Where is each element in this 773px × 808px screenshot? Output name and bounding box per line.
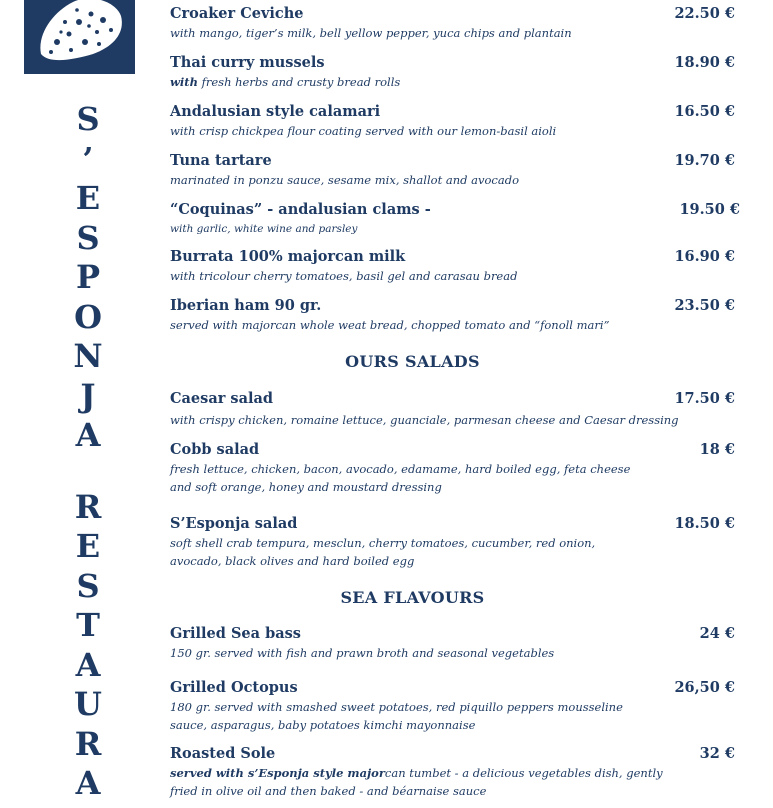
dish-name: S’Esponja salad xyxy=(170,515,298,532)
dish-price: 16.90 € xyxy=(674,248,735,265)
dish-description: soft shell crab tempura, mesclun, cherry tomatoes, cucumber, red onion, avocado, black olives and hard boiled egg xyxy=(170,536,596,568)
brand-letter: S xyxy=(76,566,100,605)
menu-item xyxy=(170,679,745,734)
menu-item xyxy=(170,103,745,140)
dish-name: Croaker Ceviche xyxy=(170,5,304,22)
brand-letter: S xyxy=(76,218,100,257)
dish-name: Andalusian style calamari xyxy=(170,103,381,120)
brand-letter: U xyxy=(74,685,102,723)
dish-description-bold: served with s’Esponja style major xyxy=(170,766,385,780)
dish-price: 18 € xyxy=(699,441,735,458)
dish-description: with tricolour cherry tomatoes, basil gel and carasau bread xyxy=(170,269,518,283)
dish-name: Iberian ham 90 gr. xyxy=(170,297,322,314)
brand-letter: N xyxy=(73,337,103,375)
dish-price: 24 € xyxy=(699,625,735,642)
section-title-salads: OURS SALADS xyxy=(345,352,480,371)
dish-price: 23.50 € xyxy=(674,297,735,314)
brand-letter: A xyxy=(75,416,101,454)
dish-price: 18.90 € xyxy=(674,54,735,71)
dish-name: Roasted Sole xyxy=(170,745,276,762)
brand-letter: R xyxy=(74,724,102,763)
brand-letter: E xyxy=(75,179,101,217)
menu-item xyxy=(170,248,745,285)
dish-price: 19.70 € xyxy=(674,152,735,169)
dish-description: with crisp chickpea flour coating served with our lemon-basil aioli xyxy=(170,124,557,138)
brand-letter: A xyxy=(75,645,101,684)
menu-item xyxy=(170,54,745,91)
brand-letter: T xyxy=(76,606,100,644)
sponge-icon xyxy=(24,0,135,74)
menu-item xyxy=(170,625,745,662)
menu-item xyxy=(170,745,745,800)
menu-item xyxy=(170,441,745,496)
brand-letter: ’ xyxy=(82,139,94,178)
dish-description: 150 gr. served with fish and prawn broth and seasonal vegetables xyxy=(170,646,555,660)
menu-item xyxy=(170,390,745,429)
menu-item xyxy=(170,515,745,570)
dish-price: 16.50 € xyxy=(674,103,735,120)
dish-price: 18.50 € xyxy=(674,515,735,532)
dish-name: Burrata 100% majorcan milk xyxy=(170,248,406,265)
dish-description-rest: can tumbet - a delicious vegetables dish, gently fried in olive oil and then baked - and béarnaise sauce xyxy=(170,766,663,798)
dish-description-bold: with xyxy=(170,75,198,89)
dish-name: Caesar salad xyxy=(170,390,274,407)
brand-letter: O xyxy=(74,297,102,336)
dish-price: 19.50 € xyxy=(679,201,740,218)
dish-price: 32 € xyxy=(699,745,735,762)
menu-item xyxy=(170,201,745,238)
dish-description xyxy=(170,73,670,91)
dish-name: Grilled Sea bass xyxy=(170,625,301,642)
dish-name: Tuna tartare xyxy=(170,152,272,169)
brand-letter: R xyxy=(74,487,102,526)
menu-item xyxy=(170,152,745,189)
dish-price: 26,50 € xyxy=(674,679,735,696)
dish-description xyxy=(170,764,685,800)
dish-price: 22.50 € xyxy=(674,5,735,22)
dish-name: Cobb salad xyxy=(170,441,260,458)
dish-description: 180 gr. served with smashed sweet potatoes, red piquillo peppers mousseline sauce, asparagus, baby potatoes kimchi mayonnaise xyxy=(170,700,623,732)
dish-description: with garlic, white wine and parsley xyxy=(170,223,358,235)
dish-name: Thai curry mussels xyxy=(170,54,325,71)
brand-letter: J xyxy=(80,376,96,415)
menu-item xyxy=(170,297,745,334)
dish-description: with mango, tiger’s milk, bell yellow pepper, yuca chips and plantain xyxy=(170,26,572,40)
dish-name: “Coquinas” - andalusian clams - xyxy=(170,201,431,218)
dish-description: served with majorcan whole weat bread, chopped tomato and “fonoll mari” xyxy=(170,318,610,332)
brand-letter: E xyxy=(75,527,101,565)
section-title-sea: SEA FLAVOURS xyxy=(340,588,485,607)
brand-letter: A xyxy=(75,764,101,802)
vertical-brand-name xyxy=(60,100,116,804)
dish-description: marinated in ponzu sauce, sesame mix, shallot and avocado xyxy=(170,173,519,187)
menu-item xyxy=(170,5,745,42)
dish-description: fresh lettuce, chicken, bacon, avocado, edamame, hard boiled egg, feta cheese and soft orange, honey and moustard dressing xyxy=(170,462,631,494)
brand-letter: P xyxy=(75,258,101,296)
dish-name: Grilled Octopus xyxy=(170,679,298,696)
dish-price: 17.50 € xyxy=(674,390,735,407)
dish-description: with crispy chicken, romaine lettuce, guanciale, parmesan cheese and Caesar dressing xyxy=(170,413,679,427)
brand-letter: S xyxy=(76,100,100,138)
dish-description-rest: fresh herbs and crusty bread rolls xyxy=(197,75,401,89)
